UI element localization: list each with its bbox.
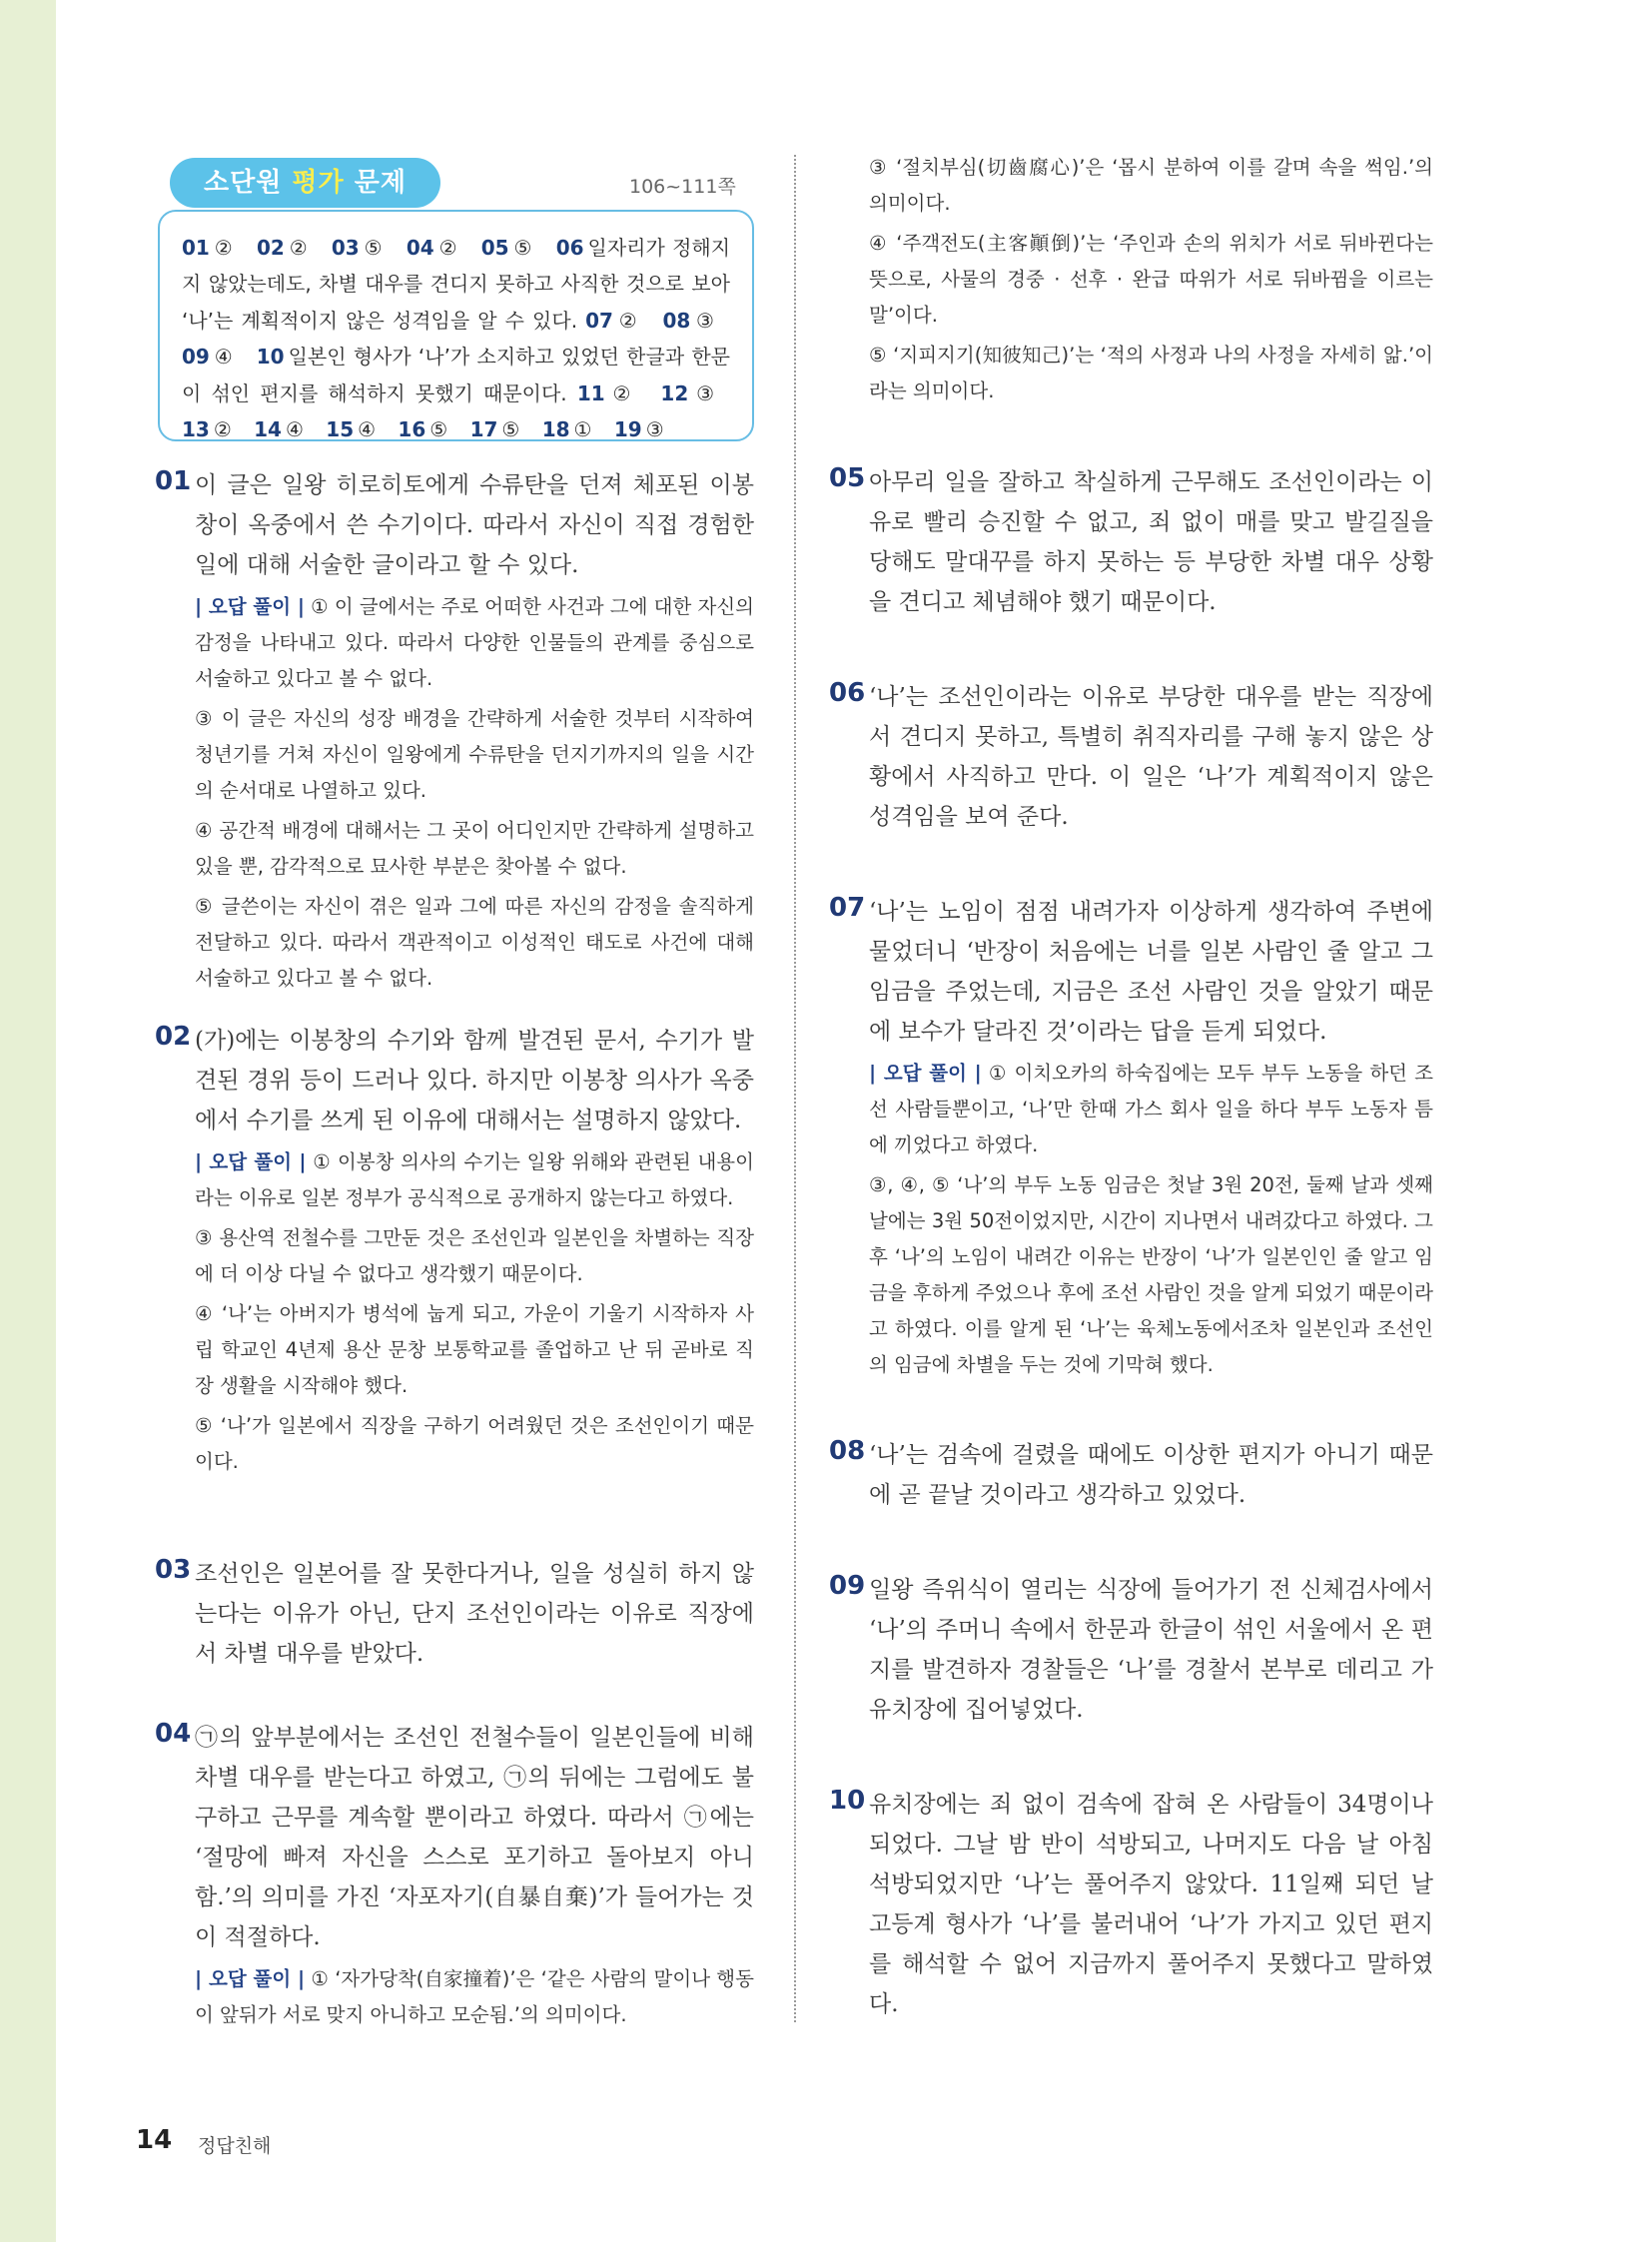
explanation-text: 유치장에는 죄 없이 검속에 잡혀 온 사람들이 34명이나 되었다. 그날 밤 반이 석방되고, 나머지도 다음 날 아침 석방되었지만 ‘나’는 풀어주지 않았다. 11일째 되던 날 고등계 형사가 ‘나’를 불러내어 ‘나’가 가지고 있던 편지를 해석할 수 없어 지금까지 풀어주지 못했다고 말하였다. <box>869 1792 1433 2017</box>
wrong-answer-note: ⑤ ‘나’가 일본에서 직장을 구하기 어려웠던 것은 조선인이기 때문이다. <box>195 1414 754 1473</box>
wrong-answer-note: ③ 용산역 전철수를 그만둔 것은 조선인과 일본인을 차별하는 직장에 더 이상 다닐 수 없다고 생각했기 때문이다. <box>195 1226 754 1285</box>
explanation-text: 이 글은 일왕 히로히토에게 수류탄을 던져 체포된 이봉창이 옥중에서 쓴 수기이다. 따라서 자신이 직접 경험한 일에 대해 서술한 글이라고 할 수 있다. <box>195 472 754 578</box>
answer-19: 19 ③ <box>613 417 664 442</box>
answer-04: 04 ② <box>406 236 458 260</box>
explanation-03 <box>155 1554 754 1674</box>
question-number: 09 <box>829 1571 866 1601</box>
footer-label: 정답친해 <box>198 2135 272 2157</box>
explanation-text: 조선인은 일본어를 잘 못한다거나, 일을 성실히 하지 않는다는 이유가 아닌, 단지 조선인이라는 이유로 직장에서 차별 대우를 받았다. <box>195 1561 754 1667</box>
wrong-answer-note: ③ ‘절치부심(切齒腐心)’은 ‘몹시 분하여 이를 갈며 속을 썩임.’의 의미이다. <box>869 156 1433 215</box>
explanation-text: ‘나’는 노임이 점점 내려가자 이상하게 생각하여 주변에 물었더니 ‘반장이 처음에는 너를 일본 사람인 줄 알고 그 임금을 주었는데, 지금은 조선 사람인 것을 알았기 때문에 보수가 달라진 것’이라는 답을 듣게 되었다. <box>869 899 1433 1045</box>
wrong-answer-note: ⑤ ‘지피지기(知彼知己)’는 ‘적의 사정과 나의 사정을 자세히 앎.’이라는 의미이다. <box>869 344 1433 402</box>
wrong-answer-note: ③ 이 글은 자신의 성장 배경을 간략하게 서술한 것부터 시작하여 청년기를 거쳐 자신이 일왕에게 수류탄을 던지기까지의 일을 시간의 순서대로 나열하고 있다. <box>195 707 754 802</box>
question-number: 10 <box>829 1786 866 1816</box>
wrong-answer-note: ③, ④, ⑤ ‘나’의 부두 노동 임금은 첫날 3원 20전, 둘째 날과 셋째 날에는 3원 50전이었지만, 시간이 지나면서 내려갔다고 하였다. 그 후 ‘나’의 노임이 내려간 이유는 반장이 ‘나’가 일본인인 줄 알고 임금을 후하게 주었으나 후에 조선 사람인 것을 알게 되었기 때문이라고 하였다. 이를 알게 된 ‘나’는 육체노동에서조차 일본인과 조선인의 임금에 차별을 두는 것에 기막혀 했다. <box>869 1173 1433 1376</box>
answer-01: 01 ② <box>182 236 234 260</box>
answer-10-num: 10 <box>256 345 285 370</box>
answer-18: 18 ① <box>541 417 592 442</box>
explanation-01 <box>155 465 754 997</box>
wrong-answer-label: | 오답 풀이 | <box>195 595 305 618</box>
answer-06-num: 06 <box>555 236 584 260</box>
wrong-answer-note: ④ ‘주객전도(主客顚倒)’는 ‘주인과 손의 위치가 서로 뒤바뀐다는 뜻으로, 사물의 경중 · 선후 · 완급 따위가 서로 뒤바뀜을 이르는 말’이다. <box>869 232 1433 327</box>
question-number: 05 <box>829 463 866 493</box>
wrong-answer-label: | 오답 풀이 | <box>869 1062 982 1085</box>
question-number: 08 <box>829 1436 866 1466</box>
explanation-text: 아무리 일을 잘하고 착실하게 근무해도 조선인이라는 이유로 빨리 승진할 수 없고, 죄 없이 매를 맞고 발길질을 당해도 말대꾸를 하지 못하는 등 부당한 차별 대우 상황을 견디고 체념해야 했기 때문이다. <box>869 469 1433 615</box>
section-badge <box>170 158 440 208</box>
wrong-answer-note: ④ ‘나’는 아버지가 병석에 눕게 되고, 가운이 기울기 시작하자 사립 학교인 4년제 용산 문창 보통학교를 졸업하고 난 뒤 곧바로 직장 생활을 시작해야 했다. <box>195 1302 754 1397</box>
explanation-text: ‘나’는 조선인이라는 이유로 부당한 대우를 받는 직장에서 견디지 못하고, 특별히 취직자리를 구해 놓지 않은 상황에서 사직하고 만다. 이 일은 ‘나’가 계획적이지 않은 성격임을 보여 준다. <box>869 684 1433 830</box>
wrong-answer-note: | 오답 풀이 | ① 이봉창 의사의 수기는 일왕 위해와 관련된 내용이라는 이유로 일본 정부가 공식적으로 공개하지 않는다고 하였다. <box>195 1150 754 1209</box>
explanation-10 <box>829 1785 1433 2024</box>
badge-prefix: 소단원 <box>204 168 283 198</box>
answer-05: 05 ⑤ <box>480 236 533 260</box>
explanation-07 <box>829 892 1433 1383</box>
answer-key-box <box>158 210 754 441</box>
column-divider <box>794 155 796 2022</box>
wrong-answer-note: | 오답 풀이 | ① ‘자가당착(自家撞着)’은 ‘같은 사람의 말이나 행동이 앞뒤가 서로 맞지 아니하고 모순됨.’의 의미이다. <box>195 1967 754 2026</box>
explanation-04-continued <box>829 150 1433 409</box>
answer-12: 12 ③ <box>660 380 714 405</box>
question-number: 01 <box>155 466 192 496</box>
answer-17: 17 ⑤ <box>469 417 520 442</box>
explanation-04 <box>155 1718 754 2033</box>
badge-suffix: 문제 <box>354 168 407 198</box>
answer-15: 15 ④ <box>326 417 377 442</box>
question-number: 02 <box>155 1022 192 1052</box>
explanation-06 <box>829 677 1433 837</box>
answer-10-text: 일본인 형사가 ‘나’가 소지하고 있었던 한글과 한문이 섞인 편지를 해석하지 못했기 때문이다. <box>182 345 730 405</box>
page-range: 106~111쪽 <box>629 176 736 198</box>
question-number: 04 <box>155 1719 192 1749</box>
page-number: 14 <box>136 2125 173 2155</box>
wrong-answer-note: | 오답 풀이 | ① 이치오카의 하숙집에는 모두 부두 노동을 하던 조선 사람들뿐이고, ‘나’만 한때 가스 회사 일을 하다 부두 노동자 틈에 끼었다고 하였다. <box>869 1062 1433 1156</box>
answer-key-text <box>182 230 730 447</box>
answer-11: 11 ② <box>576 380 635 405</box>
answer-06-text: 일자리가 정해지지 않았는데도, 차별 대우를 견디지 못하고 사직한 것으로 보아 ‘나’는 계획적이지 않은 성격임을 알 수 있다. <box>182 236 731 333</box>
explanation-text: 일왕 즉위식이 열리는 식장에 들어가기 전 신체검사에서 ‘나’의 주머니 속에서 한문과 한글이 섞인 서울에서 온 편지를 발견하자 경찰들은 ‘나’를 경찰서 본부로 데리고 가 유치장에 집어넣었다. <box>869 1577 1433 1723</box>
answer-08: 08 ③ <box>662 308 714 333</box>
explanation-text: (가)에는 이봉창의 수기와 함께 발견된 문서, 수기가 발견된 경위 등이 드러나 있다. 하지만 이봉창 의사가 옥중에서 수기를 쓰게 된 이유에 대해서는 설명하지 않았다. <box>195 1028 754 1133</box>
wrong-answer-label: | 오답 풀이 | <box>195 1150 307 1173</box>
answer-14: 14 ④ <box>254 417 304 442</box>
question-number: 06 <box>829 678 866 708</box>
badge-highlight: 평가 <box>292 168 345 198</box>
explanation-08 <box>829 1435 1433 1515</box>
side-color-strip <box>0 0 56 2242</box>
wrong-answer-note: | 오답 풀이 | ① 이 글에서는 주로 어떠한 사건과 그에 대한 자신의 감정을 나타내고 있다. 따라서 다양한 인물들의 관계를 중심으로 서술하고 있다고 볼 수 없다. <box>195 595 754 690</box>
explanation-text: ㉠의 앞부분에서는 조선인 전철수들이 일본인들에 비해 차별 대우를 받는다고 하였고, ㉠의 뒤에는 그럼에도 불구하고 근무를 계속할 뿐이라고 하였다. 따라서 ㉠에는 ‘절망에 빠져 자신을 스스로 포기하고 돌아보지 아니함.’의 의미를 가진 ‘자포자기(自暴自棄)’가 들어가는 것이 적절하다. <box>195 1725 754 1950</box>
question-number: 07 <box>829 893 866 923</box>
answer-13: 13 ② <box>182 417 232 442</box>
explanation-02 <box>155 1021 754 1480</box>
answer-03: 03 ⑤ <box>331 236 384 260</box>
answer-02: 02 ② <box>256 236 309 260</box>
answer-16: 16 ⑤ <box>398 417 448 442</box>
wrong-answer-note: ④ 공간적 배경에 대해서는 그 곳이 어디인지만 간략하게 설명하고 있을 뿐, 감각적으로 묘사한 부분은 찾아볼 수 없다. <box>195 819 754 878</box>
wrong-answer-note: ⑤ 글쓴이는 자신이 겪은 일과 그에 따른 자신의 감정을 솔직하게 전달하고 있다. 따라서 객관적이고 이성적인 태도로 사건에 대해 서술하고 있다고 볼 수 없다. <box>195 895 754 990</box>
answer-07: 07 ② <box>585 308 639 333</box>
explanation-05 <box>829 462 1433 622</box>
answer-09: 09 ④ <box>182 345 234 370</box>
question-number: 03 <box>155 1555 192 1585</box>
explanation-text: ‘나’는 검속에 걸렸을 때에도 이상한 편지가 아니기 때문에 곧 끝날 것이라고 생각하고 있었다. <box>869 1442 1433 1508</box>
wrong-answer-label: | 오답 풀이 | <box>195 1967 306 1990</box>
explanation-09 <box>829 1570 1433 1730</box>
